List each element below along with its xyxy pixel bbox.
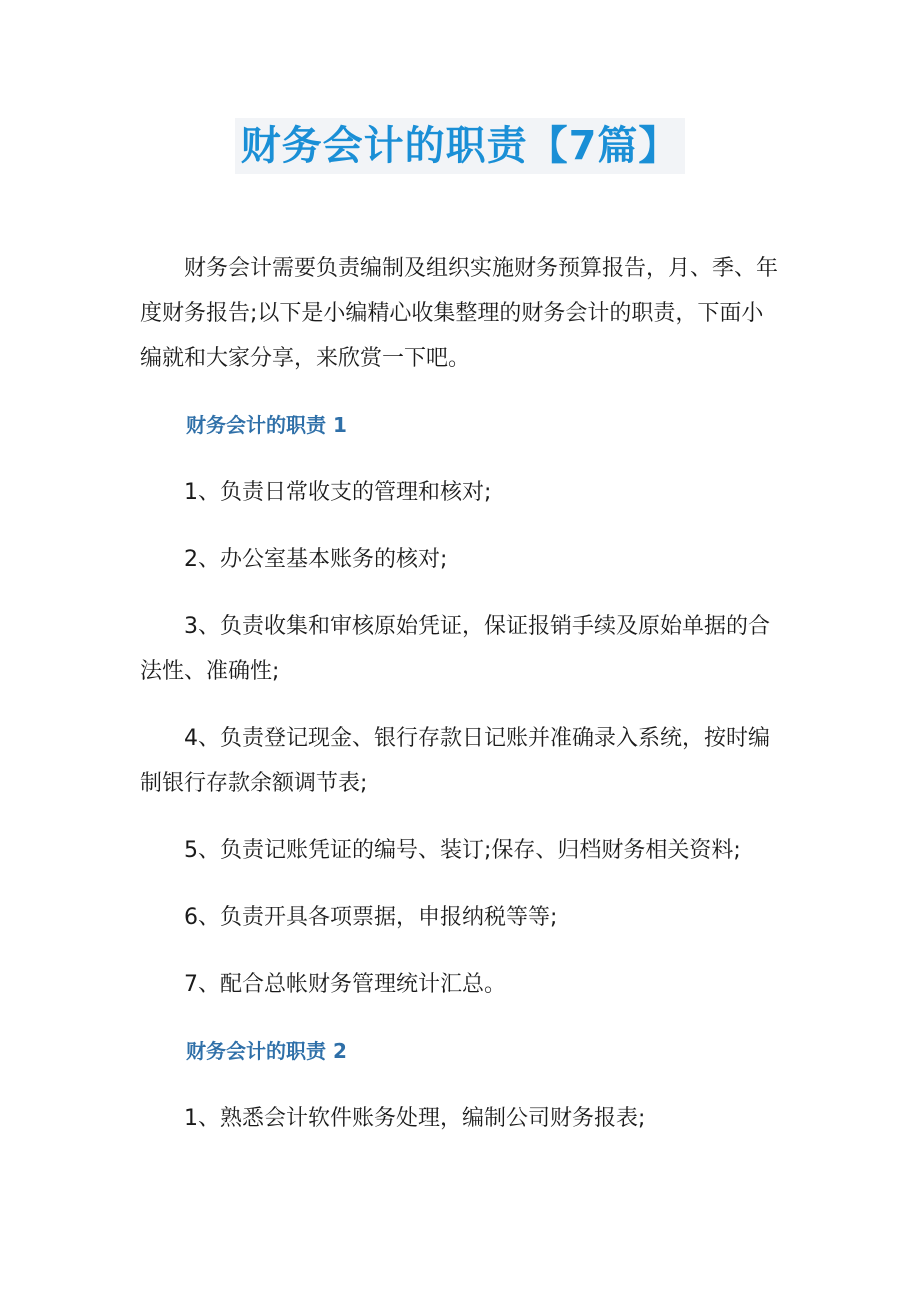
section-heading-1: 财务会计的职责 1 <box>186 413 347 437</box>
list-item: 1、负责日常收支的管理和核对; <box>184 480 492 505</box>
list-item: 7、配合总帐财务管理统计汇总。 <box>184 972 506 997</box>
list-item: 3、负责收集和审核原始凭证，保证报销手续及原始单据的合法性、准确性; <box>140 614 770 684</box>
intro-paragraph: 财务会计需要负责编制及组织实施财务预算报告，月、季、年度财务报告;以下是小编精心收集整理的财务会计的职责，下面小编就和大家分享，来欣赏一下吧。 <box>140 256 779 371</box>
spacer <box>140 515 782 537</box>
spacer <box>140 694 782 716</box>
list-item: 2、办公室基本账务的核对; <box>184 547 448 572</box>
spacer <box>140 381 782 403</box>
document-title: 财务会计的职责【7篇】 <box>235 118 686 174</box>
spacer <box>140 582 782 604</box>
title-container <box>0 118 920 174</box>
list-item: 1、熟悉会计软件账务处理，编制公司财务报表; <box>184 1106 646 1131</box>
spacer <box>140 448 782 470</box>
list-item: 6、负责开具各项票据，申报纳税等等; <box>184 905 558 930</box>
spacer <box>140 1007 782 1029</box>
spacer <box>140 940 782 962</box>
list-item: 4、负责登记现金、银行存款日记账并准确录入系统，按时编制银行存款余额调节表; <box>140 726 770 796</box>
spacer <box>140 1074 782 1096</box>
section-heading-2: 财务会计的职责 2 <box>186 1039 347 1063</box>
list-item: 5、负责记账凭证的编号、装订;保存、归档财务相关资料; <box>184 838 741 863</box>
spacer <box>140 873 782 895</box>
document-body <box>140 246 782 1141</box>
spacer <box>140 806 782 828</box>
